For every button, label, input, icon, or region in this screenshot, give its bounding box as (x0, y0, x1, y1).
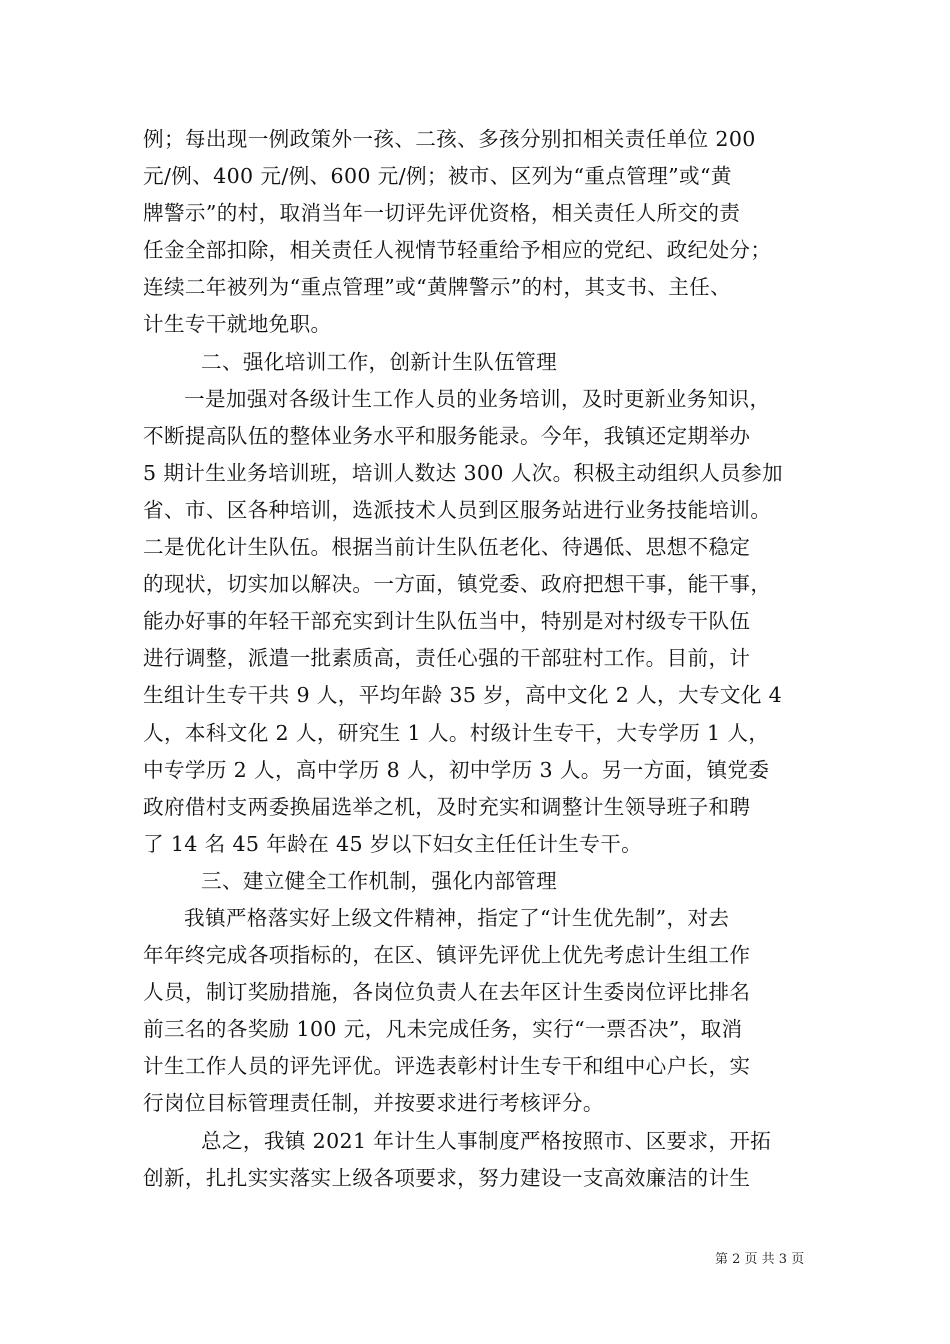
document-body (143, 121, 803, 1197)
text-line: 总之，我镇 2021 年计生人事制度严格按照市、区要求，开拓 (201, 1128, 772, 1153)
text-line: 生组计生专干共 9 人，平均年龄 35 岁，高中文化 2 人，大专文化 4 (143, 683, 783, 708)
text-line: 我镇严格落实好上级文件精神，指定了“计生优先制”，对去 (184, 905, 730, 930)
text-line: 不断提高队伍的整体业务水平和服务能录。今年，我镇还定期举办 (143, 423, 751, 448)
text-line: 人员，制订奖励措施，各岗位负责人在去年区计生委岗位评比排名 (143, 980, 751, 1005)
text-line: 元/例、400 元/例、600 元/例；被市、区列为“重点管理”或“黄 (143, 164, 732, 189)
text-line: 牌警示”的村，取消当年一切评先评优资格，相关责任人所交的责 (143, 201, 741, 226)
text-line: 省、市、区各种培训，选派技术人员到区服务站进行业务技能培训。 (143, 497, 772, 522)
text-line: 例；每出现一例政策外一孩、二孩、多孩分别扣相关责任单位 200 (143, 127, 756, 151)
text-line: 二是优化计生队伍。根据当前计生队伍老化、待遇低、思想不稳定 (143, 535, 751, 560)
text-line: 中专学历 2 人，高中学历 8 人，初中学历 3 人。另一方面，镇党委 (143, 757, 770, 782)
text-line: 进行调整，派遣一批素质高，责任心强的干部驻村工作。目前，计 (143, 646, 751, 671)
text-line: 任金全部扣除，相关责任人视情节轻重给予相应的党纪、政纪处分； (143, 238, 772, 263)
text-line: 一是加强对各级计生工作人员的业务培训，及时更新业务知识， (184, 386, 771, 411)
text-line: 能办好事的年轻干部充实到计生队伍当中，特别是对村级专干队伍 (143, 609, 751, 634)
text-line: 政府借村支两委换届选举之机，及时充实和调整计生领导班子和聘 (143, 794, 751, 819)
text-line: 人，本科文化 2 人，研究生 1 人。村级计生专干，大专学历 1 人， (143, 720, 770, 745)
text-line: 5 期计生业务培训班，培训人数达 300 人次。积极主动组织人员参加 (143, 460, 783, 485)
text-line: 连续二年被列为“重点管理”或“黄牌警示”的村，其支书、主任、 (143, 275, 732, 300)
text-line: 行岗位目标管理责任制，并按要求进行考核评分。 (143, 1091, 604, 1116)
text-line: 前三名的各奖励 100 元，凡未完成任务，实行“一票否决”，取消 (143, 1017, 743, 1042)
page-number: 第 2 页 共 3 页 (715, 1252, 805, 1267)
text-line: 计生专干就地免职。 (143, 312, 332, 337)
text-line: 了 14 名 45 年龄在 45 岁以下妇女主任任计生专干。 (143, 831, 643, 856)
text-line: 的现状，切实加以解决。一方面，镇党委、政府把想干事，能干事， (143, 572, 772, 597)
section-heading: 二、强化培训工作，创新计生队伍管理 (201, 349, 558, 374)
text-line: 年年终完成各项指标的，在区、镇评先评优上优先考虑计生组工作 (143, 943, 751, 968)
section-heading: 三、建立健全工作机制，强化内部管理 (201, 868, 558, 893)
text-line: 计生工作人员的评先评优。评选表彰村计生专干和组中心户长，实 (143, 1054, 751, 1079)
text-line: 创新，扎扎实实落实上级各项要求，努力建设一支高效廉洁的计生 (143, 1165, 751, 1190)
